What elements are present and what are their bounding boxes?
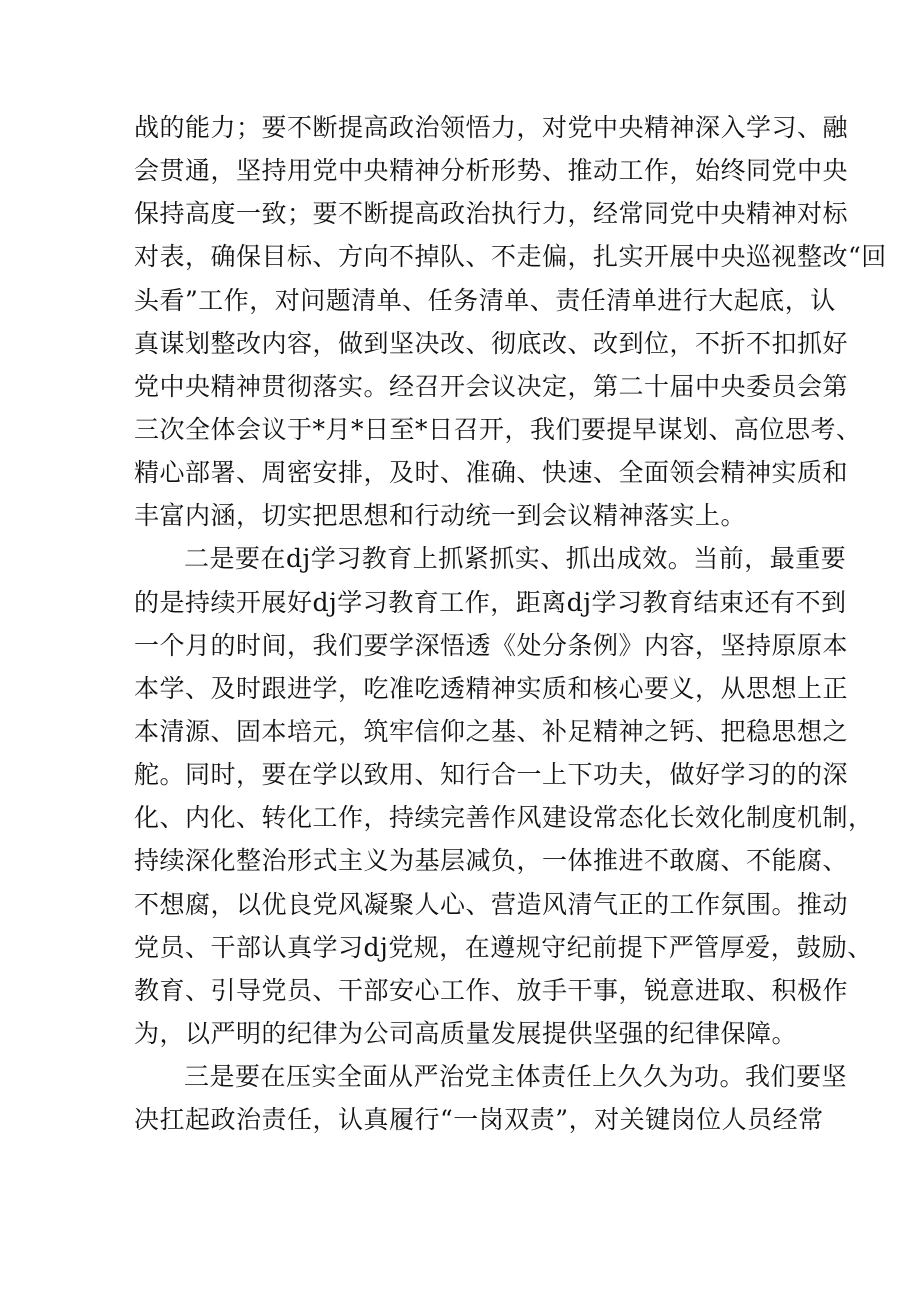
text-line: 三是要在压实全面从严治党主体责任上久久为功。我们要坚 <box>184 1062 848 1092</box>
text-line: 真谋划整改内容，做到坚决改、彻底改、改到位，不折不扣抓好 <box>134 328 849 358</box>
text-line: 会贯通，坚持用党中央精神分析形势、推动工作，始终同党中央 <box>134 156 849 186</box>
text-line: 三次全体会议于*月*日至*日召开，我们要提早谋划、高位思考、 <box>134 414 862 444</box>
document-body <box>134 106 887 1141</box>
paragraph-p2 <box>134 537 874 1055</box>
text-line: 保持高度一致；要不断提高政治执行力，经常同党中央精神对标 <box>134 199 849 229</box>
paragraph-p1 <box>134 106 887 537</box>
text-line: 精心部署、周密安排，及时、准确、快速、全面领会精神实质和 <box>134 458 849 488</box>
text-line: 舵。同时，要在学以致用、知行合一上下功夫，做好学习的的深 <box>134 760 849 790</box>
text-line: 为，以严明的纪律为公司高质量发展提供坚强的纪律保障。 <box>134 1018 798 1048</box>
text-line: 教育、引导党员、干部安心工作、放手干事，锐意进取、积极作 <box>134 975 849 1005</box>
text-line: 的是持续开展好dj学习教育工作，距离dj学习教育结束还有不到 <box>134 587 847 617</box>
paragraph-p3 <box>134 1055 848 1141</box>
text-line: 对表，确保目标、方向不掉队、不走偏，扎实开展中央巡视整改“回 <box>134 242 887 272</box>
text-line: 决扛起政治责任，认真履行“一岗双责”，对关键岗位人员经常 <box>134 1105 824 1135</box>
text-line: 本清源、固本培元，筑牢信仰之基、补足精神之钙、把稳思想之 <box>134 716 849 746</box>
text-line: 战的能力；要不断提高政治领悟力，对党中央精神深入学习、融 <box>134 113 849 142</box>
text-line: 持续深化整治形式主义为基层减负，一体推进不敢腐、不能腐、 <box>134 846 849 876</box>
text-line: 头看”工作，对问题清单、任务清单、责任清单进行大起底，认 <box>134 285 836 315</box>
text-line: 本学、及时跟进学，吃准吃透精神实质和核心要义，从思想上正 <box>134 673 849 703</box>
text-line: 二是要在dj学习教育上抓紧抓实、抓出成效。当前，最重要 <box>184 544 847 574</box>
text-line: 党员、干部认真学习dj党规，在遵规守纪前提下严管厚爱，鼓励、 <box>134 932 873 962</box>
text-line: 一个月的时间，我们要学深悟透《处分条例》内容，坚持原原本 <box>134 630 849 660</box>
text-line: 不想腐，以优良党风凝聚人心、营造风清气正的工作氛围。推动 <box>134 889 849 919</box>
text-line: 化、内化、转化工作，持续完善作风建设常态化长效化制度机制， <box>134 803 874 833</box>
text-line: 党中央精神贯彻落实。经召开会议决定，第二十届中央委员会第 <box>134 371 849 401</box>
text-line: 丰富内涵，切实把思想和行动统一到会议精神落实上。 <box>134 501 747 531</box>
